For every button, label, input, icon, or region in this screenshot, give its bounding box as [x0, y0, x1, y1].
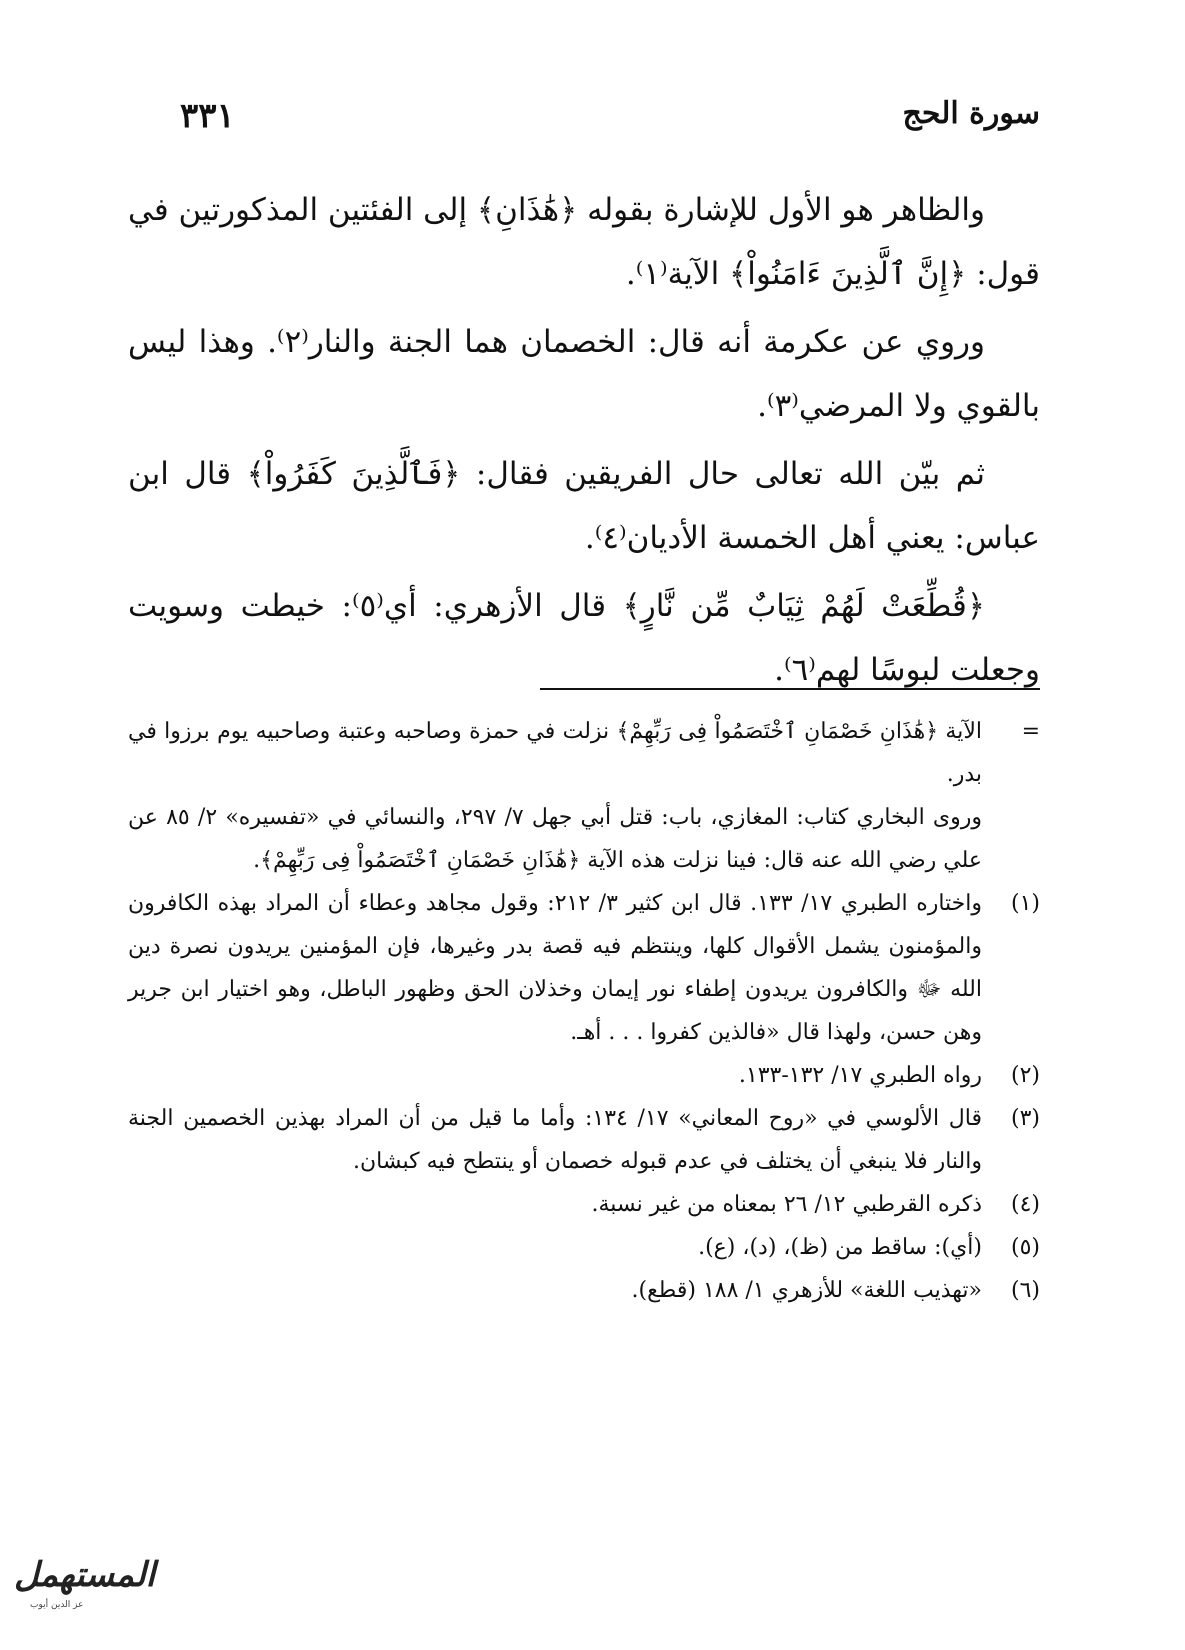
main-paragraph: وروي عن عكرمة أنه قال: الخصمان هما الجنة والنار⁽٢⁾. وهذا ليس بالقوي ولا المرضي⁽٣⁾.: [128, 324, 1040, 424]
footnote-continuation: [128, 710, 1040, 882]
footnote-item: [128, 1097, 1040, 1183]
footnote-number: (١): [1010, 891, 1040, 916]
footnote-number: (٢): [1010, 1063, 1040, 1088]
footnote-item: [128, 882, 1040, 1054]
footnote-text: الآية ﴿هَٰذَانِ خَصْمَانِ ٱخْتَصَمُواْ فِى رَبِّهِمْ﴾ نزلت في حمزة وصاحبه وعتبة وصاحبيه يوم برزوا في بدر.: [128, 719, 982, 787]
footnote-number: (٦): [1010, 1278, 1040, 1303]
page-number: ٣٣١: [180, 96, 235, 136]
publisher-logo-subtitle: عز الدين أيوب: [30, 1600, 84, 1610]
page-header: [180, 96, 1040, 146]
footnote-number: (٣): [1010, 1106, 1040, 1131]
footnote-text: واختاره الطبري ١٧/ ١٣٣. قال ابن كثير ٣/ ٢١٢: وقول مجاهد وعطاء أن المراد بهذه الكافرون والمؤمنون يشمل الأقوال كلها، وينتظم فيه قصة بدر وغيرها، فإن المؤمنين يريدون نصرة دين الله ﷻ والكافرون يريدون إطفاء نور إيمان وخذلان الحق وظهور الباطل، وهو اختيار ابن جرير وهن حسن، ولهذا قال «فالذين كفروا . . . أهـ.: [128, 891, 983, 1045]
footnote-item: [128, 1054, 1040, 1097]
footnote-item: [128, 1269, 1040, 1312]
footnote-text: «تهذيب اللغة» للأزهري ١/ ١٨٨ (قطع).: [631, 1278, 982, 1303]
footnote-item: [128, 1183, 1040, 1226]
publisher-logo: المستهمل: [14, 1555, 156, 1595]
footnote-number: (٤): [1010, 1192, 1040, 1217]
footnote-text: ذكره القرطبي ١٢/ ٢٦ بمعناه من غير نسبة.: [591, 1192, 982, 1217]
main-text: [128, 178, 1040, 706]
footnote-text: قال الألوسي في «روح المعاني» ١٧/ ١٣٤: وأما ما قيل من أن المراد بهذين الخصمين الجنة والنار فلا ينبغي أن يختلف في عدم قبوله خصمان أو ينتطح فيه كبشان.: [128, 1106, 983, 1174]
main-paragraph: ﴿قُطِّعَتْ لَهُمْ ثِيَابٌ مِّن نَّارٍ﴾ قال الأزهري: أي⁽٥⁾: خيطت وسويت وجعلت لبوسًا لهم⁽٦⁾.: [128, 588, 1040, 688]
footnote-text: رواه الطبري ١٧/ ١٣٢-١٣٣.: [738, 1063, 982, 1088]
main-paragraph: والظاهر هو الأول للإشارة بقوله ﴿هَٰذَانِ﴾ إلى الفئتين المذكورتين في قول: ﴿إِنَّ ٱلَّذِينَ ءَامَنُواْ﴾ الآية⁽١⁾.: [127, 192, 1040, 292]
footnote-item: [128, 1226, 1040, 1269]
footnote-text: (أي): ساقط من (ظ)، (د)، (ع).: [698, 1235, 982, 1260]
surah-title: سورة الحج: [902, 96, 1040, 131]
main-paragraph: ثم بيّن الله تعالى حال الفريقين فقال: ﴿فَٱلَّذِينَ كَفَرُواْ﴾ قال ابن عباس: يعني أهل الخمسة الأديان⁽٤⁾.: [128, 456, 1040, 556]
footnote-divider: [540, 688, 1040, 690]
continuation-marker: =: [1021, 719, 1040, 744]
footnote-text: وروى البخاري كتاب: المغازي، باب: قتل أبي جهل ٧/ ٢٩٧، والنسائي في «تفسيره» ٢/ ٨٥ عن علي رضي الله عنه قال: فينا نزلت هذه الآية ﴿هَٰذَانِ خَصْمَانِ ٱخْتَصَمُواْ فِى رَبِّهِمْ﴾.: [128, 805, 983, 873]
footnote-number: (٥): [1010, 1235, 1040, 1260]
footnotes: [128, 710, 1040, 1312]
